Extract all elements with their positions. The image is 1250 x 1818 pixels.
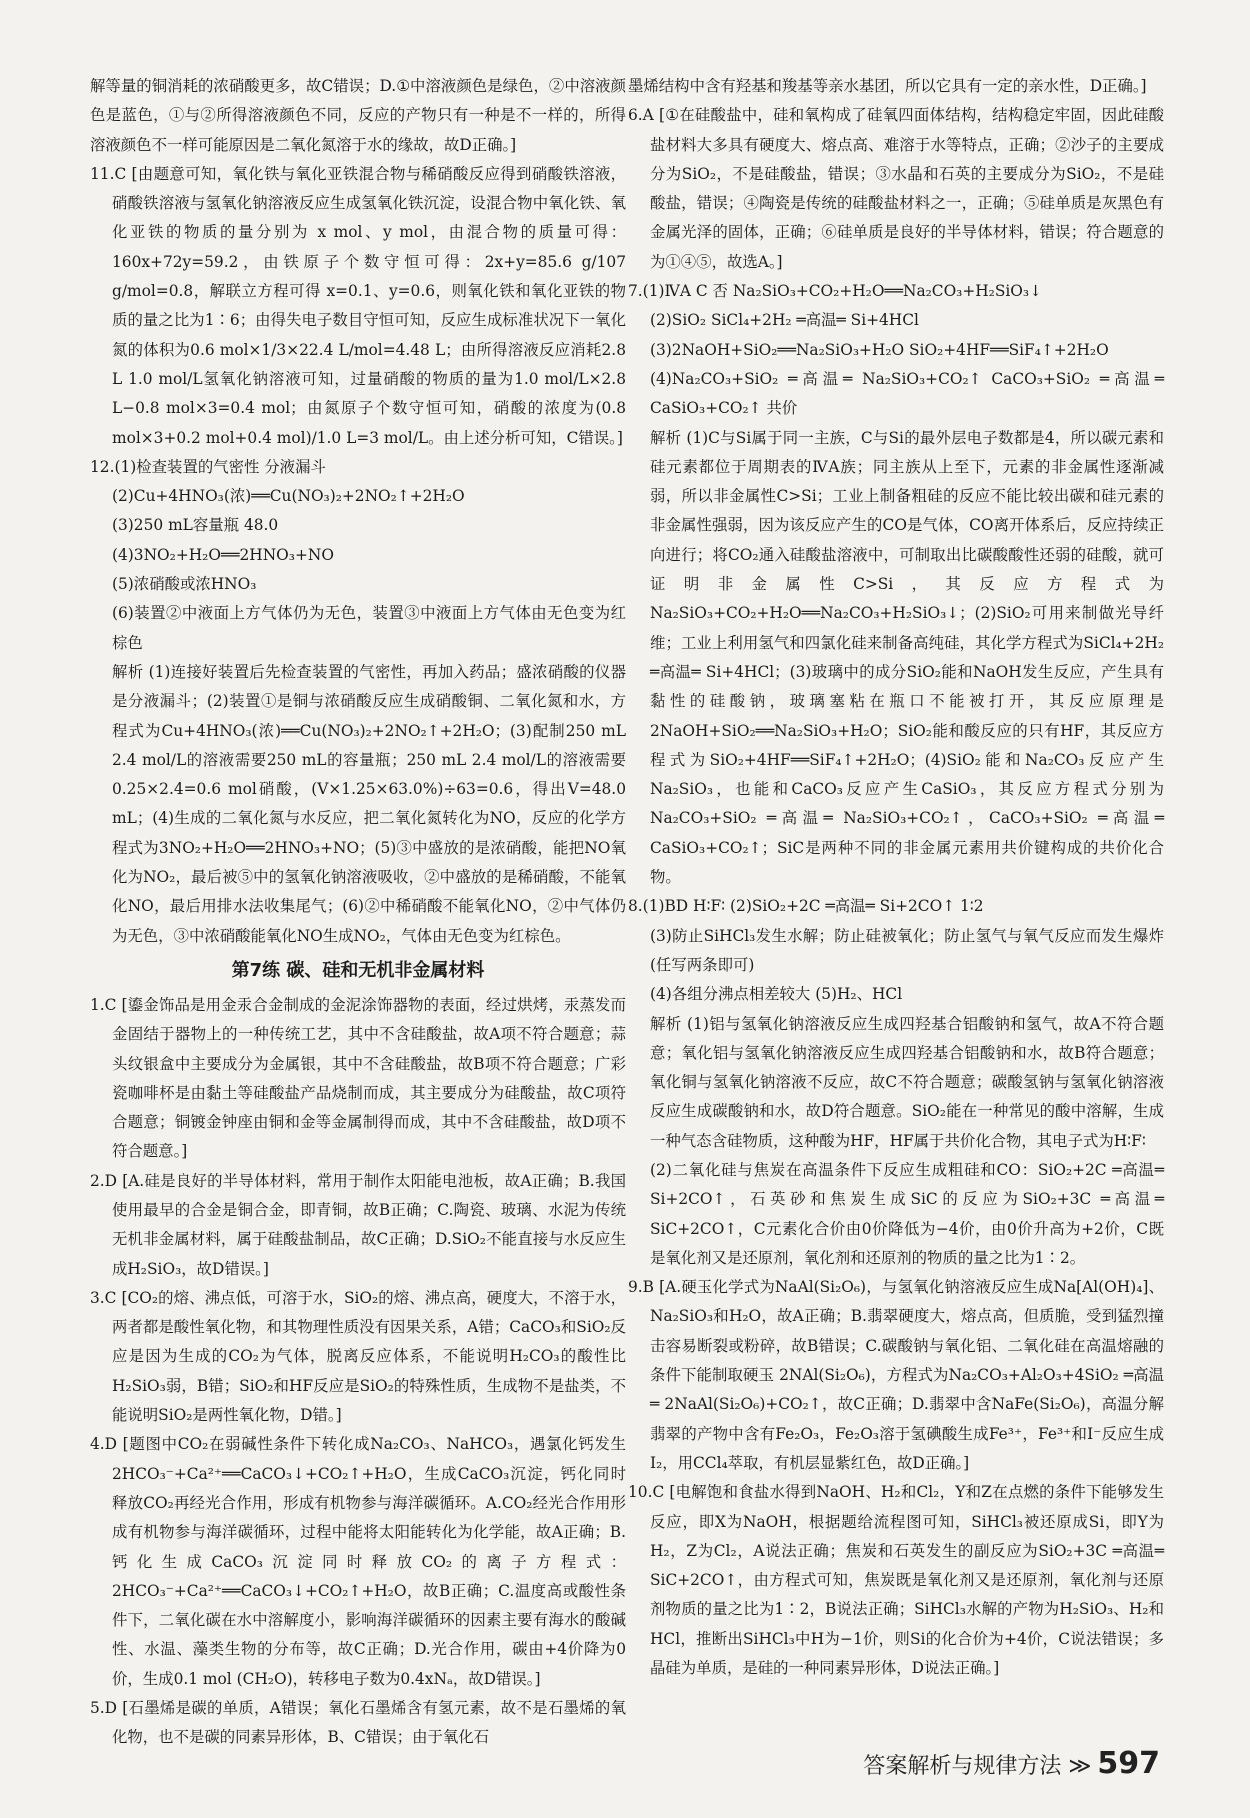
answer-item: 10.C [电解饱和食盐水得到NaOH、H₂和Cl₂，Y和Z在点燃的条件下能够发生反应，即X为NaOH，根据题给流程图可知，SiHCl₃被还原成Si，即Y为H₂，Z为Cl₂，A说法正确；焦炭和石英发生的副反应为SiO₂+3C ═高温═ SiC+2CO↑，由方程式可知，焦炭既是氧化剂又是还原剂，氧化剂与还原剂物质的量之比为1∶2，B说法正确；SiHCl₃水解的产物为H₂SiO₃、H₂和HCl，推断出SiHCl₃中H为−1价，则Si的化合价为+4价，C说法错误；多晶硅为单质，是硅的一种同素异形体，D说法正确。] [628,1483,1164,1678]
answer-item: 9.B [A.硬玉化学式为NaAl(Si₂O₆)，与氢氧化钠溶液反应生成Na[Al(OH)₄]、Na₂SiO₃和H₂O，故A正确；B.翡翠硬度大，熔点高，但质脆，受到猛烈撞击容易断裂或粉碎，故B错误；C.碳酸钠与氧化铝、二氧化硅在高温熔融的条件下能制取硬玉 2NAl(Si₂O₆)，方程式为Na₂CO₃+Al₂O₃+4SiO₂ ═高温═ 2NaAl(Si₂O₆)+CO₂↑，故C正确；D.翡翠中含NaFe(Si₂O₆)，高温分解翡翠的产物中含有Fe₂O₃，Fe₂O₃溶于氢碘酸生成Fe³⁺，Fe³⁺和I⁻反应生成I₂，用CCl₄萃取，有机层显紫红色，故D正确。] [628,1278,1164,1472]
left-column [90,72,626,1753]
footer-label: 答案解析与规律方法 [863,1754,1062,1779]
answer-paragraph: (3)250 mL容量瓶 48.0 [112,516,279,535]
answer-item: 4.D [题图中CO₂在弱碱性条件下转化成Na₂CO₃、NaHCO₃，遇氯化钙发生2HCO₃⁻+Ca²⁺══CaCO₃↓+CO₂↑+H₂O，生成CaCO₃沉淀，钙化同时释放CO₂再经光合作用，形成有机物参与海洋碳循环。A.CO₂经光合作用形成有机物参与海洋碳循环，过程中能将太阳能转化为化学能，故A正确；B.钙化生成CaCO₃沉淀同时释放CO₂的离子方程式：2HCO₃⁻+Ca²⁺══CaCO₃↓+CO₂↑+H₂O，故B正确；C.温度高或酸性条件下，二氧化碳在水中溶解度小，影响海洋碳循环的因素主要有海水的酸碱性、水温、藻类生物的分布等，故C正确；D.光合作用，碳由+4价降为0价，生成0.1 mol (CH₂O)，转移电子数为0.4xNₐ，故D错误。] [90,1435,626,1688]
answer-paragraph: (2)SiO₂ SiCl₄+2H₂ ═高温═ Si+4HCl [650,311,919,330]
page-number: 597 [1097,1746,1160,1781]
answer-paragraph: (3)2NaOH+SiO₂══Na₂SiO₃+H₂O SiO₂+4HF══SiF₄↑+2H₂O [650,340,1109,359]
answer-paragraph: (4)3NO₂+H₂O══2HNO₃+NO [112,545,334,564]
answer-paragraph: (6)装置②中液面上方气体仍为无色，装置③中液面上方气体由无色变为红棕色 [112,604,626,652]
answer-paragraph: 解析 (1)C与Si属于同一主族，C与Si的最外层电子数都是4，所以碳元素和硅元素都位于周期表的ⅣA族；同主族从上至下，元素的非金属性逐渐减弱，所以非金属性C>Si；工业上制备粗硅的反应不能比较出碳和硅元素的非金属性强弱，因为该反应产生的CO是气体，CO离开体系后，反应持续正向进行；将CO₂通入硅酸盐溶液中，可制取出比碳酸酸性还弱的硅酸，就可证明非金属性C>Si，其反应方程式为Na₂SiO₃+CO₂+H₂O══Na₂CO₃+H₂SiO₃↓；(2)SiO₂可用来制做光导纤维；工业上利用氢气和四氯化硅来制备高纯硅，其化学方程式为SiCl₄+2H₂ ═高温═ Si+4HCl；(3)玻璃中的成分SiO₂能和NaOH发生反应，产生具有黏性的硅酸钠，玻璃塞粘在瓶口不能被打开，其反应原理是2NaOH+SiO₂══Na₂SiO₃+H₂O；SiO₂能和酸反应的只有HF，其反应方程式为SiO₂+4HF══SiF₄↑+2H₂O；(4)SiO₂能和Na₂CO₃反应产生Na₂SiO₃，也能和CaCO₃反应产生CaSiO₃，其反应方程式分别为Na₂CO₃+SiO₂ ═高温═ Na₂SiO₃+CO₂↑，CaCO₃+SiO₂ ═高温═ CaSiO₃+CO₂↑；SiC是两种不同的非金属元素用共价键构成的共价化合物。 [650,428,1164,887]
answer-paragraph: (2)Cu+4HNO₃(浓)══Cu(NO₃)₂+2NO₂↑+2H₂O [112,487,465,506]
answer-paragraph: 墨烯结构中含有羟基和羧基等亲水基团，所以它具有一定的亲水性，D正确。] [628,77,1147,95]
answer-paragraph: (4)Na₂CO₃+SiO₂ ═高温═ Na₂SiO₃+CO₂↑ CaCO₃+SiO₂ ═高温═ CaSiO₃+CO₂↑ 共价 [650,369,1164,418]
answer-item: 5.D [石墨烯是碳的单质，A错误；氧化石墨烯含有氢元素，故不是石墨烯的氧化物，也不是碳的同素异形体，B、C错误；由于氧化石 [90,1699,626,1747]
answer-paragraph: 解析 (1)连接好装置后先检查装置的气密性，再加入药品；盛浓硝酸的仪器是分液漏斗；(2)装置①是铜与浓硝酸反应生成硝酸铜、二氧化氮和水，方程式为Cu+4HNO₃(浓)══Cu(NO₃)₂+2NO₂↑+2H₂O；(3)配制250 mL 2.4 mol/L的溶液需要250 mL的容量瓶；250 mL 2.4 mol/L的溶液需要0.25×2.4=0.6 mol硝酸，(V×1.25×63.0%)÷63=0.6，得出V=48.0 mL；(4)生成的二氧化氮与水反应，把二氧化氮转化为NO，反应的化学方程式为3NO₂+H₂O══2HNO₃+NO；(5)③中盛放的是浓硝酸，能把NO氧化为NO₂，最后被⑤中的氢氧化钠溶液吸收，②中盛放的是稀硝酸，不能氧化NO，最后用排水法收集尾气；(6)②中稀硝酸不能氧化NO，②中气体仍为无色，③中浓硝酸能氧化NO生成NO₂，气体由无色变为红棕色。 [112,662,626,945]
answer-item: 1.C [鎏金饰品是用金汞合金制成的金泥涂饰器物的表面，经过烘烤，汞蒸发而金固结于器物上的一种传统工艺，其中不含硅酸盐，故A项不符合题意；蒜头纹银盒中主要成分为金属银，其中不含硅酸盐，故B项不符合题意；广彩瓷咖啡杯是由黏土等硅酸盐产品烧制而成，其主要成分为硅酸盐，故C项符合题意；铜镀金钟座由铜和金等金属制得而成，其中不含硅酸盐，故D项不符合题意。] [90,995,626,1161]
answer-paragraph: (4)各组分沸点相差较大 (5)H₂、HCl [650,985,903,1004]
answer-paragraph: (3)防止SiHCl₃发生水解；防止硅被氧化；防止氢气与氧气反应而发生爆炸(任写两条即可) [650,926,1164,974]
footer-arrows: ≫ [1068,1754,1092,1779]
answer-item: 6.A [①在硅酸盐中，硅和氧构成了硅氧四面体结构，结构稳定牢固，因此硅酸盐材料大多具有硬度大、熔点高、难溶于水等特点，正确；②沙子的主要成分为SiO₂，不是硅酸盐，错误；③水晶和石英的主要成分为SiO₂，不是硅酸盐，错误；④陶瓷是传统的硅酸盐材料之一，正确；⑤硅单质是灰黑色有金属光泽的固体，正确；⑥硅单质是良好的半导体材料，错误；符合题意的为①④⑤，故选A。] [628,106,1164,271]
section-heading: 第7练 碳、硅和无机非金属材料 [231,959,485,981]
page-footer [863,1746,1160,1781]
answer-paragraph: 解析 (1)铝与氢氧化钠溶液反应生成四羟基合铝酸钠和氢气，故A不符合题意；氧化铝与氢氧化钠溶液反应生成四羟基合铝酸钠和水，故B符合题意；氧化铜与氢氧化钠溶液不反应，故C不符合题意；碳酸氢钠与氢氧化钠溶液反应生成碳酸钠和水，故D符合题意。SiO₂能在一种常见的酸中溶解，生成一种气态含硅物质，这种酸为HF，HF属于共价化合物，其电子式为H∶F∶ [650,1014,1164,1150]
answer-item: 3.C [CO₂的熔、沸点低，可溶于水，SiO₂的熔、沸点高，硬度大，不溶于水，两者都是酸性氧化物，和其物理性质没有因果关系，A错；CaCO₃和SiO₂反应是因为生成的CO₂为气体，脱离反应体系，不能说明H₂CO₃的酸性比H₂SiO₃弱，B错；SiO₂和HF反应是SiO₂的特殊性质，生成物不是盐类，不能说明SiO₂是两性氧化物，D错。] [90,1288,626,1425]
answer-item: 7.(1)ⅣA C 否 Na₂SiO₃+CO₂+H₂O══Na₂CO₃+H₂SiO₃↓ [628,282,1042,301]
answer-item: 8.(1)BD H∶F∶ (2)SiO₂+2C ═高温═ Si+2CO↑ 1∶2 [628,897,984,916]
answer-item: 11.C [由题意可知，氧化铁与氧化亚铁混合物与稀硝酸反应得到硝酸铁溶液，硝酸铁溶液与氢氧化钠溶液反应生成氢氧化铁沉淀，设混合物中氧化铁、氧化亚铁的物质的量分别为 x mol、y mol，由混合物的质量可得：160x+72y=59.2，由铁原子个数守恒可得：2x+y=85.6 g/107 g/mol=0.8，解联立方程可得 x=0.1、y=0.6，则氧化铁和氧化亚铁的物质的量之比为1∶6；由得失电子数目守恒可知，反应生成标准状况下一氧化氮的体积为0.6 mol×1/3×22.4 L/mol=4.48 L；由所得溶液反应消耗2.8 L 1.0 mol/L氢氧化钠溶液可知，过量硝酸的物质的量为1.0 mol/L×2.8 L−0.8 mol×3=0.4 mol；由氮原子个数守恒可知，硝酸的浓度为(0.8 mol×3+0.2 mol+0.4 mol)/1.0 L=3 mol/L。由上述分析可知，C错误。] [90,164,626,447]
answer-item: 2.D [A.硅是良好的半导体材料，常用于制作太阳能电池板，故A正确；B.我国使用最早的合金是铜合金，即青铜，故B正确；C.陶瓷、玻璃、水泥为传统无机非金属材料，属于硅酸盐制品，故C正确；D.SiO₂不能直接与水反应生成H₂SiO₃，故D错误。] [90,1171,626,1278]
right-column [628,72,1164,1683]
answer-paragraph: (5)浓硝酸或浓HNO₃ [112,575,257,594]
answer-item: 12.(1)检查装置的气密性 分液漏斗 [90,457,326,476]
answer-paragraph: 解等量的铜消耗的浓硝酸更多，故C错误；D.①中溶液颜色是绿色，②中溶液颜色是蓝色，①与②所得溶液颜色不同，反应的产物只有一种是不一样的，所得溶液颜色不一样可能原因是二氧化氮溶于水的缘故，故D正确。] [90,77,626,154]
answer-paragraph: (2)二氧化硅与焦炭在高温条件下反应生成粗硅和CO：SiO₂+2C ═高温═ Si+2CO↑，石英砂和焦炭生成SiC的反应为SiO₂+3C ═高温═ SiC+2CO↑，C元素化合价由0价降低为−4价，由0价升高为+2价，C既是氧化剂又是还原剂，氧化剂和还原剂的物质的量之比为1∶2。 [650,1160,1164,1267]
